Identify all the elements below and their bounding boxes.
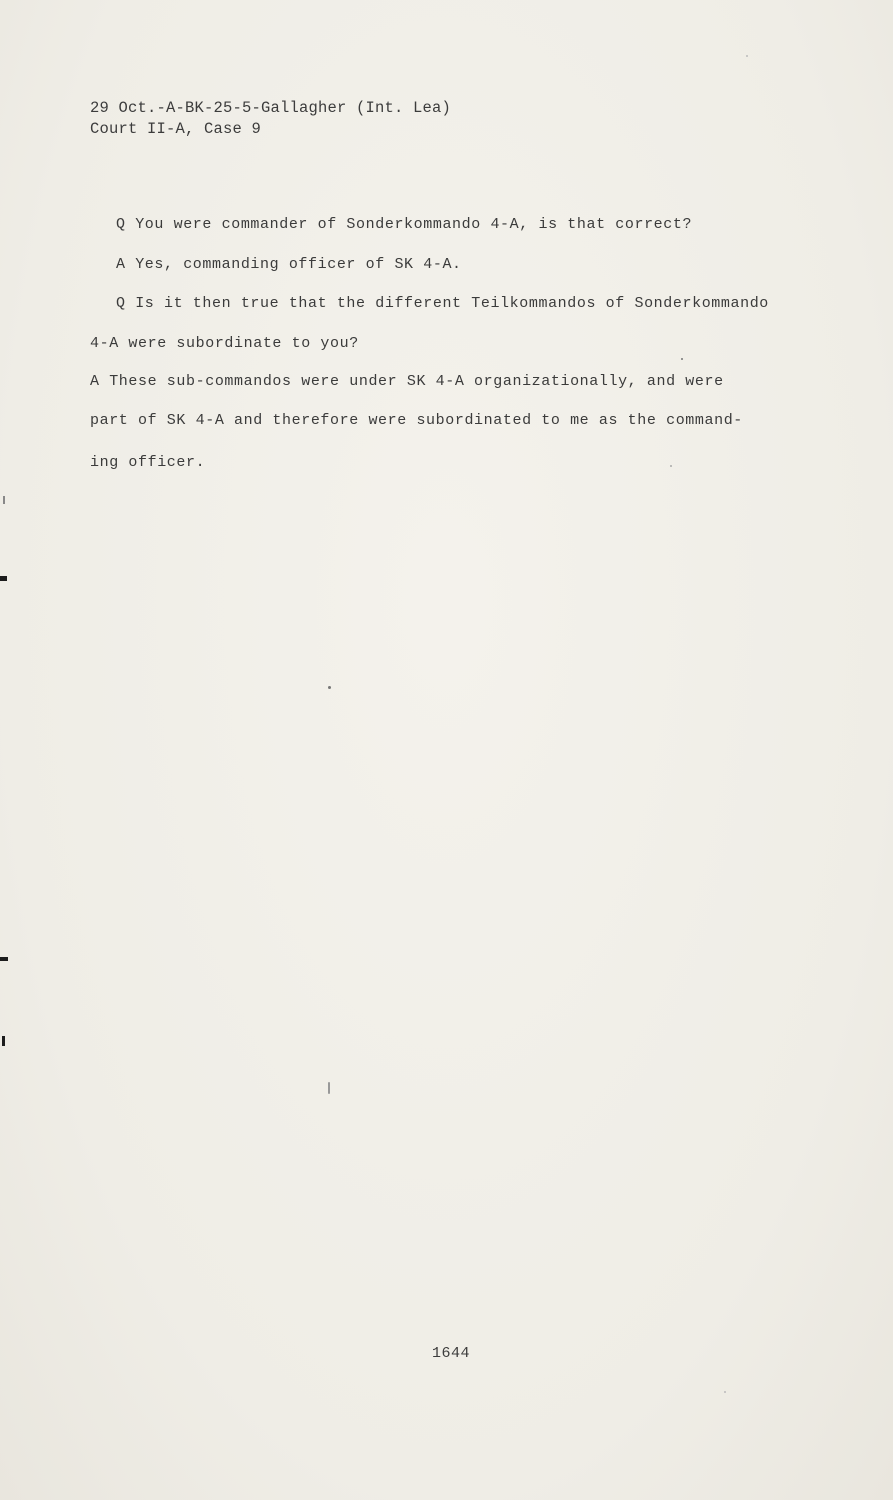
page-number: 1644 bbox=[432, 1345, 471, 1362]
margin-mark bbox=[0, 576, 7, 581]
margin-mark bbox=[2, 1036, 5, 1046]
margin-mark bbox=[0, 957, 8, 961]
answer-2-line-3: ing officer. bbox=[90, 454, 206, 471]
document-header bbox=[90, 98, 451, 140]
answer-2-line-1: A These sub-commandos were under SK 4-A organizationally, and were bbox=[90, 373, 724, 390]
header-line-court: Court II-A, Case 9 bbox=[90, 120, 262, 138]
question-1: Q You were commander of Sonderkommando 4-A, is that correct? bbox=[116, 216, 693, 233]
paper-speck bbox=[746, 55, 748, 57]
paper-speck bbox=[328, 686, 331, 689]
answer-1: A Yes, commanding officer of SK 4-A. bbox=[116, 256, 462, 273]
paper-speck bbox=[670, 465, 672, 467]
margin-mark bbox=[3, 496, 5, 504]
header-line-session: 29 Oct.-A-BK-25-5-Gallagher (Int. Lea) bbox=[90, 99, 452, 117]
question-2-line-1: Q Is it then true that the different Teilkommandos of Sonderkommando bbox=[116, 295, 769, 312]
paper-speck bbox=[724, 1391, 726, 1393]
paper-speck bbox=[328, 1082, 330, 1094]
question-2-line-2: 4-A were subordinate to you? bbox=[90, 335, 359, 352]
paper-speck bbox=[681, 358, 683, 360]
answer-2-line-2: part of SK 4-A and therefore were subordinated to me as the command- bbox=[90, 412, 743, 429]
